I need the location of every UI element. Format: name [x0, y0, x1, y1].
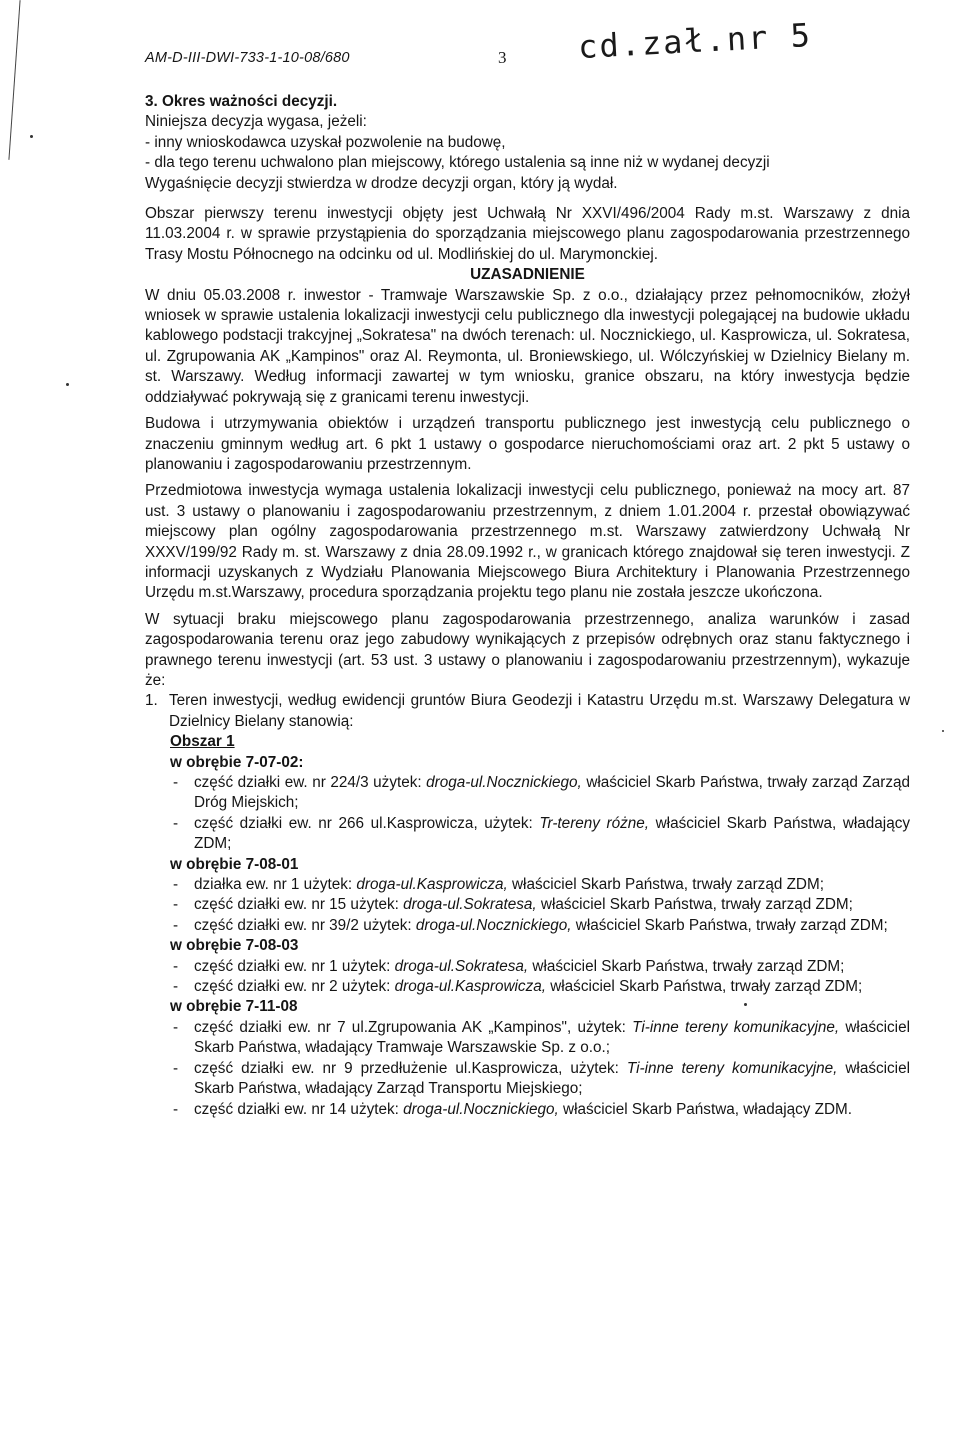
parcel-list	[170, 957, 910, 998]
precinct-heading: w obrębie 7-11-08	[170, 998, 298, 1016]
precinct-heading: w obrębie 7-08-03	[170, 937, 299, 955]
paragraph: Obszar pierwszy terenu inwestycji objęty jest Uchwałą Nr XXVI/496/2004 Rady m.st. Warszawy z dnia 11.03.2004 r. w sprawie przystąpienia do sporządzania miejscowego planu zagospodarowania przestrzennego Trasy Mostu Północnego na odcinku od ul. Modlińskiej do ul. Marymonckiej.	[145, 205, 910, 263]
list-item: - część działki ew. nr 9 przedłużenie ul.Kasprowicza, użytek: Ti-inne tereny komunikacyjne, właściciel Skarb Państwa, władający Zarząd Transportu Miejskiego;	[173, 1059, 910, 1098]
paragraph: Przedmiotowa inwestycja wymaga ustalenia lokalizacji inwestycji celu publicznego, ponieważ na mocy art. 87 ust. 3 ustawy o planowaniu i zagospodarowaniu przestrzennym, z dniem 1.01.2004 r. przestał obowiązywać miejscowy plan ogólny zagospodarowania przestrzennego m.st. Warszawy zatwierdzony Uchwałą Nr XXXV/199/92 Rady m. st. Warszawy z dnia 28.09.1992 r., w granicach którego znajdował się teren inwestycji. Z informacji uzyskanych z Wydziału Planowania Miejscowego Biura Architektury i Planowania Przestrzennego Urzędu m.st.Warszawy, procedura sporządzania projektu tego planu nie została jeszcze ukończona.	[145, 482, 910, 602]
parcel-list	[170, 773, 910, 855]
list-item: - część działki ew. nr 14 użytek: droga-ul.Nocznickiego, właściciel Skarb Państwa, władający ZDM.	[173, 1100, 853, 1118]
document-reference: AM-D-III-DWI-733-1-10-08/680	[145, 50, 350, 66]
page-number: 3	[498, 48, 507, 67]
handwritten-annotation: cd.zał.nr 5	[577, 15, 813, 67]
document-body	[145, 92, 910, 1120]
parcel-section	[170, 732, 910, 1120]
list-item: - część działki ew. nr 2 użytek: droga-ul.Kasprowicza, właściciel Skarb Państwa, trwały zarząd ZDM;	[173, 978, 863, 996]
paragraph: Niniejsza decyzja wygasa, jeżeli:	[145, 113, 367, 131]
point-text: Teren inwestycji, według ewidencji gruntów Biura Geodezji i Katastru Urzędu m.st. Warszawy Delegatura w Dzielnicy Bielany stanowią:	[169, 692, 910, 730]
list-item: - część działki ew. nr 266 ul.Kasprowicza, użytek: Tr-tereny różne, właściciel Skarb Państwa, władający ZDM;	[173, 814, 911, 853]
scan-speck	[942, 730, 944, 732]
paragraph: Budowa i utrzymywania obiektów i urządzeń transportu publicznego jest inwestycją celu publicznego o znaczeniu gminnym według art. 6 pkt 1 ustawy o gospodarce nieruchomościami oraz art. 2 pkt 5 ustawy o planowaniu i zagospodarowaniu przestrzennym.	[145, 415, 910, 473]
parcel-list	[170, 1018, 910, 1120]
list-item: - część działki ew. nr 7 ul.Zgrupowania AK „Kampinos", użytek: Ti-inne tereny komunikacyjne, właściciel Skarb Państwa, władający Tramwaje Warszawskie Sp. z o.o.;	[173, 1018, 910, 1057]
list-item: - działka ew. nr 1 użytek: droga-ul.Kasprowicza, właściciel Skarb Państwa, trwały zarząd ZDM;	[173, 876, 824, 894]
parcel-list	[170, 875, 910, 936]
scan-speck	[66, 383, 69, 386]
area-heading: Obszar 1	[170, 733, 235, 751]
list-item: - część działki ew. nr 15 użytek: droga-ul.Sokratesa, właściciel Skarb Państwa, trwały zarząd ZDM;	[173, 896, 853, 914]
numbered-point	[145, 691, 910, 732]
section-heading-uzasadnienie: UZASADNIENIE	[470, 266, 585, 284]
section-heading: 3. Okres ważności decyzji.	[145, 93, 338, 110]
paragraph: W dniu 05.03.2008 r. inwestor - Tramwaje Warszawskie Sp. z o.o., działający przez pełnomocników, złożył wniosek w sprawie ustalenia lokalizacji inwestycji celu publicznego dla inwestycji polegającej na budowie układu kablowego podstacji trakcyjnej „Sokratesa" na dwóch terenach: ul. Nocznickiego, ul. Kasprowicza, ul. Sokratesa, ul. Zgrupowania AK „Kampinos" oraz Al. Reymonta, ul. Broniewskiego, ul. Wólczyńskiej w Dzielnicy Bielany m. st. Warszawy. Według informacji zawartej w tym wniosku, granice obszaru, na który inwestycja będzie oddziaływać pokrywają się z granicami terenu inwestycji.	[145, 286, 910, 406]
scan-speck	[30, 135, 33, 138]
list-item: - dla tego terenu uchwalono plan miejscowy, którego ustalenia są inne niż w wydanej decyzji	[145, 154, 770, 172]
precinct-heading: w obrębie 7-07-02:	[170, 753, 304, 771]
paragraph: Wygaśnięcie decyzji stwierdza w drodze decyzji organ, który ją wydał.	[145, 174, 618, 192]
scan-artifact-line	[8, 0, 20, 160]
list-item: - część działki ew. nr 39/2 użytek: droga-ul.Nocznickiego, właściciel Skarb Państwa, trwały zarząd ZDM;	[173, 916, 888, 934]
list-item: - inny wnioskodawca uzyskał pozwolenie na budowę,	[145, 133, 506, 151]
precinct-heading: w obrębie 7-08-01	[170, 855, 299, 873]
point-number: 1.	[145, 692, 158, 710]
list-item: - część działki ew. nr 224/3 użytek: droga-ul.Nocznickiego, właściciel Skarb Państwa, trwały zarząd Zarząd Dróg Miejskich;	[173, 774, 910, 812]
list-item: - część działki ew. nr 1 użytek: droga-ul.Sokratesa, właściciel Skarb Państwa, trwały zarząd ZDM;	[173, 957, 845, 975]
paragraph: W sytuacji braku miejscowego planu zagospodarowania przestrzennego, analiza warunków i zasad zagospodarowania terenu oraz jego zabudowy wynikających z przepisów odrębnych oraz stanu faktycznego i prawnego terenu inwestycji (art. 53 ust. 3 ustawy o planowaniu i zagospodarowaniu przestrzennym), wykazuje że:	[145, 610, 910, 689]
